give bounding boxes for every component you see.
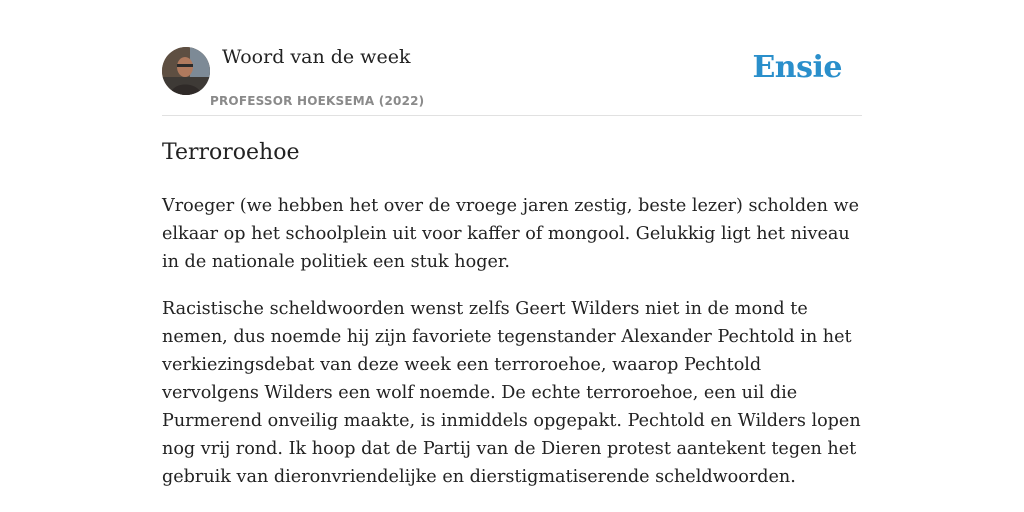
avatar[interactable] <box>162 47 210 95</box>
author-label[interactable]: PROFESSOR HOEKSEMA (2022) <box>210 94 425 108</box>
header-title: Woord van de week <box>222 46 411 68</box>
article-title: Terroroehoe <box>162 140 300 165</box>
article-body <box>162 192 862 510</box>
paragraph-1: Vroeger (we hebben het over de vroege jaren zestig, beste lezer) scholden we elkaar op het schoolplein uit voor kaffer of mongool. Gelukkig ligt het niveau in de nationale politiek een stuk hoger. <box>162 196 859 272</box>
paragraph-2: Racistische scheldwoorden wenst zelfs Geert Wilders niet in de mond te nemen, dus noemde hij zijn favoriete tegenstander Alexander Pechtold in het verkiezingsdebat van deze week een terroroehoe, waarop Pechtold vervolgens Wilders een wolf noemde. De echte terroroehoe, een uil die Purmerend onveilig maakte, is inmiddels opgepakt. Pechtold en Wilders lopen nog vrij rond. Ik hoop dat de Partij van de Dieren protest aantekent tegen het gebruik van dieronvriendelijke en dierstigmatiserende scheldwoorden. <box>162 299 861 487</box>
brand-logo[interactable]: Ensie <box>752 50 842 85</box>
person-photo-icon <box>162 47 210 95</box>
header <box>162 0 862 116</box>
